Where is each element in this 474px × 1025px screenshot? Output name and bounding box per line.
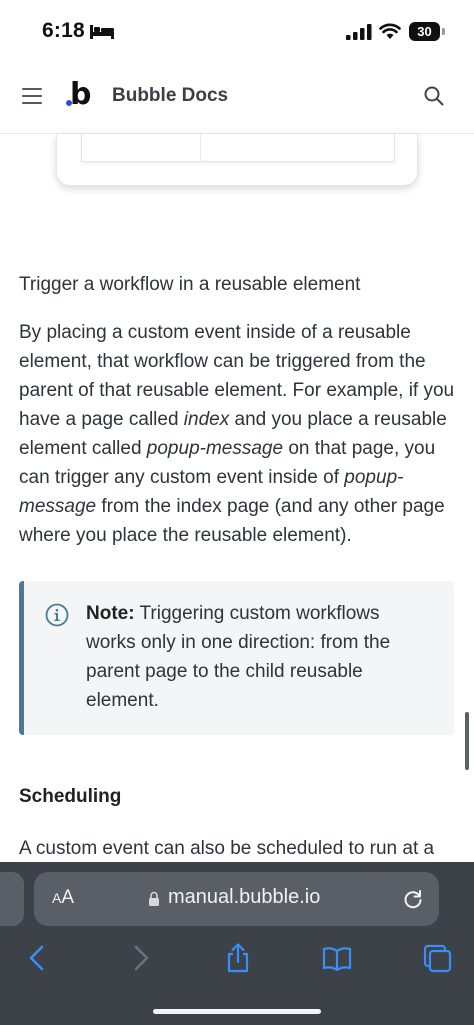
lock-icon [148,891,160,907]
battery-nub [442,28,445,35]
status-time: 6:18 [42,19,85,42]
image-inner [81,134,395,162]
scrollbar[interactable] [465,712,469,770]
previous-tab-pill[interactable] [0,872,24,926]
image-card [56,134,418,186]
code-term-index: index [183,409,230,430]
forward-icon[interactable] [124,942,156,974]
body-paragraph: By placing a custom event inside of a reusable element, that workflow can be triggered from the parent of that reusable element. For example, if you have a page called index and you place a reusable element called popup-message on that page, you can trigger any custom event inside of popup-message from the index page (and any other page where you place the reusable element). [19,322,455,546]
note-text: Note: Triggering custom workflows works only in one direction: from the parent page to the child reusable element. [86,603,391,711]
code-term-popup: popup-message [146,438,284,459]
battery-icon: 30 [409,22,440,41]
note-callout [19,581,454,735]
wifi-icon [379,22,401,40]
bed-icon [90,23,114,39]
bubble-logo[interactable] [64,77,94,113]
status-bar [0,0,474,64]
bookmarks-icon[interactable] [321,942,353,974]
body-paragraph-2: A custom event can also be scheduled to run at a [19,838,435,859]
info-icon [45,603,69,627]
reader-options-button[interactable]: AA [52,887,75,908]
browser-bar [0,862,474,1025]
tabs-icon[interactable] [421,942,453,974]
menu-icon[interactable] [22,88,42,104]
reload-icon[interactable] [402,888,424,910]
url-text[interactable]: manual.bubble.io [168,886,321,908]
app-header [0,64,474,134]
home-indicator[interactable] [153,1009,321,1014]
signal-icon [346,24,372,40]
logo-letter: b [70,77,92,112]
address-bar[interactable] [34,872,439,926]
code-term-popup: popup-message [19,467,404,517]
back-icon[interactable] [22,942,54,974]
share-icon[interactable] [222,942,254,974]
image-caption: Trigger a workflow in a reusable element [19,274,361,295]
search-icon[interactable] [422,84,446,108]
site-title[interactable]: Bubble Docs [112,85,229,106]
section-heading: Scheduling [19,786,122,807]
note-label: Note: [86,603,135,624]
